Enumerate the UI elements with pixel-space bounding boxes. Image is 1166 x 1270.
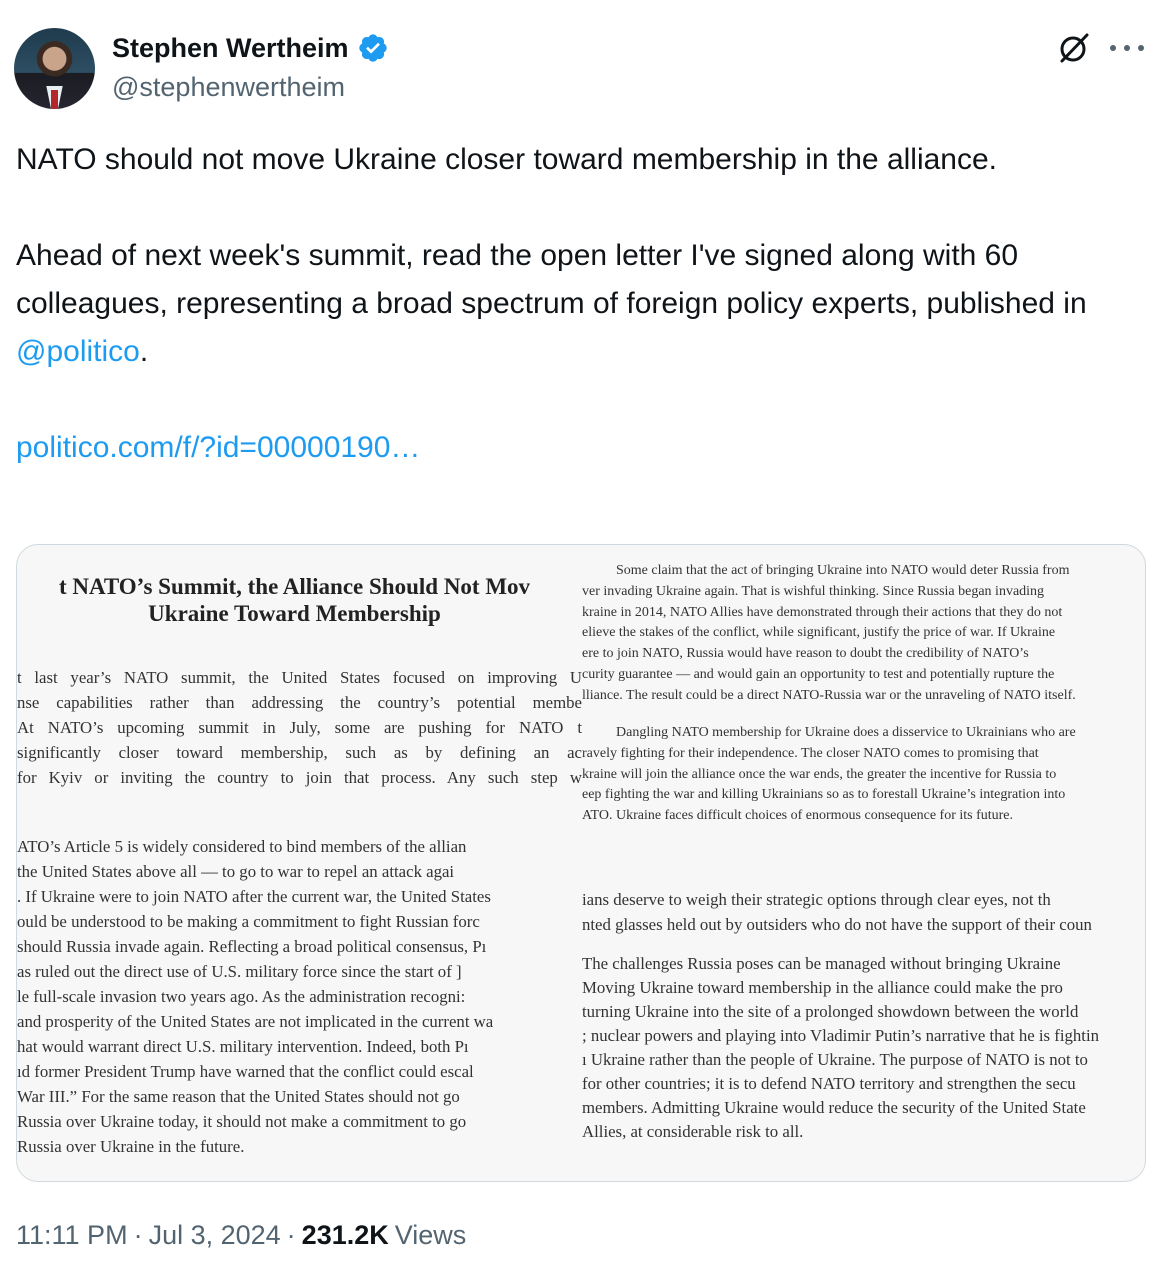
document-headline: t NATO’s Summit, the Alliance Should Not Mov Ukraine Toward Membership [58, 574, 531, 626]
right-paragraph-2: Dangling NATO membership for Ukraine does a disservice to Ukrainians who are ravely fighting for their independence. The closer NATO comes to promising that kraine will join the alliance once the war ends, the greater the incentive for Russia to eep fighting the war and killing Ukrainians so as to forestall Ukraine’s integration into ATO. Ukraine faces difficult choices of enormous consequence for its future. [582, 725, 1076, 824]
author-display-name[interactable]: Stephen Wertheim [112, 32, 349, 63]
document-right-column [582, 545, 1146, 1182]
tweet-text [16, 136, 1151, 472]
attached-document-image[interactable] [16, 544, 1146, 1182]
left-paragraph-1: t last year’s NATO summit, the United States focused on improving U nse capabilities rather than addressing the country’s potential membe At NATO’s upcoming summit in July, some are pushing for NATO t significantly closer toward membership, such as by defining an ac for Kyiv or inviting the country to join that process. Any such step w [17, 668, 582, 787]
meta-separator: · [133, 1220, 143, 1250]
views-label: Views [394, 1220, 467, 1250]
author-handle[interactable]: @stephenwertheim [112, 72, 346, 102]
politico-mention-link[interactable]: @politico [16, 335, 140, 368]
more-options-icon[interactable] [1110, 36, 1144, 60]
right-paragraph-4: The challenges Russia poses can be managed without bringing Ukraine Moving Ukraine toward membership in the alliance could make the pro turning Ukraine into the site of a prolonged showdown between the world ; nuclear powers and playing into Vladimir Putin’s narrative that he is fightin ı Ukraine rather than the people of Ukraine. The purpose of NATO is not to for other countries; it is to defend NATO territory and strengthen the secu members. Admitting Ukraine would reduce the security of the United State Allies, at considerable risk to all. [582, 954, 1100, 1141]
right-paragraph-1: Some claim that the act of bringing Ukraine into NATO would deter Russia from ver invading Ukraine again. That is wishful thinking. Since Russia began invading kraine in 2014, NATO Allies have demonstrated through their actions that they do not elieve the stakes of the conflict, while significant, justify the price of war. If Ukraine ere to join NATO, Russia would have reason to doubt the credibility of NATO’s curity guarantee — and would gain an opportunity to test and potentially rupture the lliance. The result could be a direct NATO-Russia war or the unraveling of NATO itself. [582, 563, 1076, 703]
open-letter-document [17, 545, 1145, 1181]
views-count: 231.2K [301, 1220, 389, 1250]
avatar-tie [51, 90, 58, 109]
document-left-column [17, 545, 582, 1182]
tweet-time[interactable]: 11:11 PM [16, 1220, 128, 1250]
politico-article-link[interactable]: politico.com/f/?id=00000190… [16, 431, 421, 464]
tweet-metadata [16, 1220, 466, 1251]
tweet-text-line-1: NATO should not move Ukraine closer toward membership in the alliance. [16, 143, 998, 176]
right-paragraph-3: ians deserve to weigh their strategic options through clear eyes, not th nted glasses held out by outsiders who do not have the support of their coun [582, 890, 1092, 934]
avatar[interactable] [14, 28, 95, 109]
author-name-row[interactable] [112, 30, 389, 66]
left-paragraph-2: ATO’s Article 5 is widely considered to bind members of the allian the United States above all — to go to war to repel an attack agai . If Ukraine were to join NATO after the current war, the United States ould be understood to be making a commitment to fight Russian forc should Russia invade again. Reflecting a broad political consensus, Pı as ruled out the direct use of U.S. military force since the start of ] le full-scale invasion two years ago. As the administration recogni: and prosperity of the United States are not implicated in the current wa hat would warrant direct U.S. military intervention. Indeed, both Pı ıd former President Trump have warned that the conflict could escal War III.” For the same reason that the United States should not go Russia over Ukraine today, it should not make a commitment to go Russia over Ukraine in the future. [17, 837, 494, 1156]
meta-separator: · [286, 1220, 296, 1250]
verified-badge-icon[interactable] [357, 32, 389, 64]
tweet-text-line-2: Ahead of next week's summit, read the open letter I've signed along with 60 colleagues, representing a broad spectrum of foreign policy experts, published in @politico. [16, 239, 1087, 368]
tweet-date[interactable]: Jul 3, 2024 [148, 1220, 281, 1250]
grok-icon[interactable] [1056, 30, 1092, 66]
